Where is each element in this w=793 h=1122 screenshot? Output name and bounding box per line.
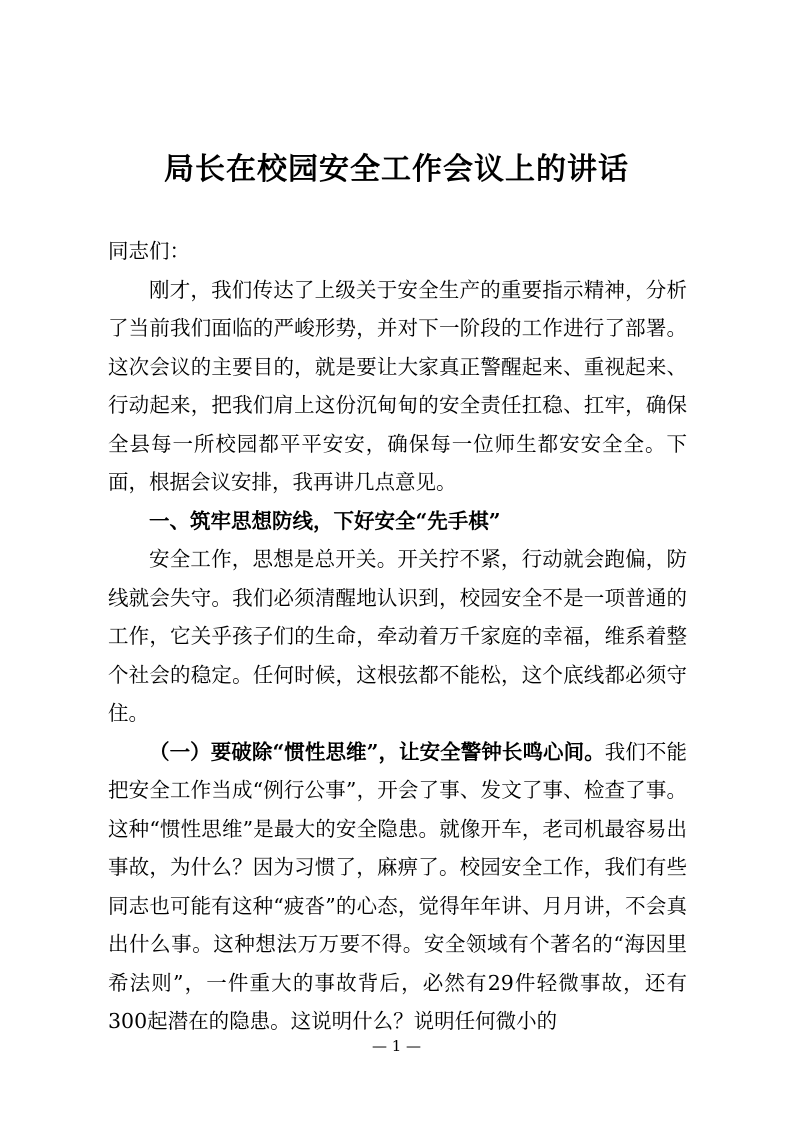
document-body (108, 232, 687, 1041)
subsection-1-heading: （一）要破除“惯性思维”，让安全警钟长鸣心间。 (149, 739, 605, 764)
page-number: — 1 — (371, 1037, 422, 1055)
section-1-heading: 一、筑牢思想防线，下好安全“先手棋” (149, 508, 501, 533)
subsection-1-text: 我们不能把安全工作当成“例行公事”，开会了事、发文了事、检查了事。这种“惯性思维”是最大的安全隐患。就像开车，老司机最容易出事故，为什么？因为习惯了，麻痹了。校园安全工作，我们有些同志也可能有这种“疲沓”的心态，觉得年年讲、月月讲，不会真出什么事。这种想法万万要不得。安全领域有个著名的“海因里希法则”，一件重大的事故背后，必然有29件轻微事故，还有300起潜在的隐患。这说明什么？说明任何微小的 (108, 739, 688, 1033)
intro-paragraph: 刚才，我们传达了上级关于安全生产的重要指示精神，分析了当前我们面临的严峻形势，并对下一阶段的工作进行了部署。这次会议的主要目的，就是要让大家真正警醒起来、重视起来、行动起来，把我们肩上这份沉甸甸的安全责任扛稳、扛牢，确保全县每一所校园都平平安安，确保每一位师生都安安全全。下面，根据会议安排，我再讲几点意见。 (108, 277, 687, 494)
salutation: 同志们： (108, 239, 190, 263)
document-title: 局长在校园安全工作会议上的讲话 (164, 152, 629, 187)
section-1-paragraph: 安全工作，思想是总开关。开关拧不紧，行动就会跑偏，防线就会失守。我们必须清醒地认识到，校园安全不是一项普通的工作，它关乎孩子们的生命，牵动着万千家庭的幸福，维系着整个社会的稳定。任何时候，这根弦都不能松，这个底线都必须守住。 (108, 547, 687, 725)
subsection-1-paragraph (108, 733, 687, 1041)
